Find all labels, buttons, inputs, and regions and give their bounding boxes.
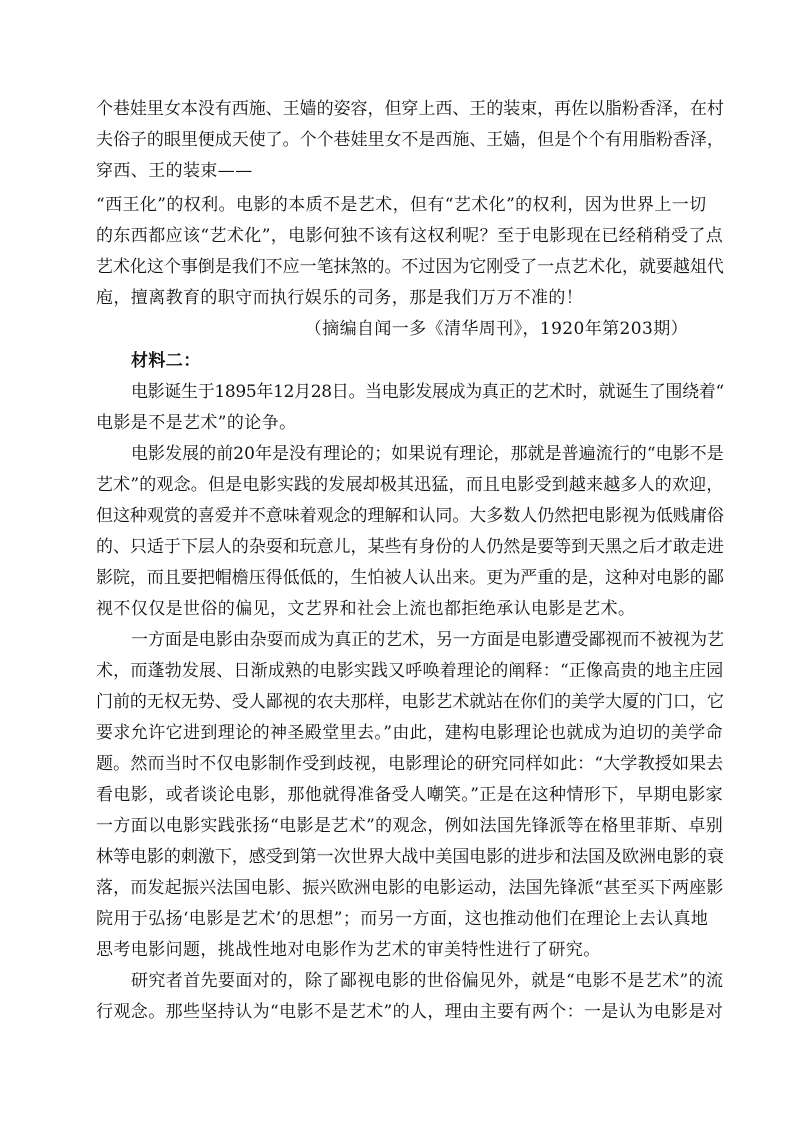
text-line: 一方面是电影由杂耍而成为真正的艺术，另一方面是电影遭受鄙视而不被视为艺 bbox=[131, 630, 724, 650]
text-line: 夫俗子的眼里便成天使了。个个巷娃里女不是西施、王嫱，但是个个有用脂粉香泽， bbox=[96, 130, 724, 150]
text-line: 要求允许它进到理论的神圣殿堂里去。”由此，建构电影理论也就成为迫切的美学命 bbox=[96, 723, 723, 743]
text-line: 题。然而当时不仅电影制作受到歧视，电影理论的研究同样如此：“大学教授如果去 bbox=[96, 754, 724, 774]
text-line: 术，而蓬勃发展、日渐成熟的电影实践又呼唤着理论的阐释：“正像高贵的地主庄园 bbox=[96, 661, 724, 681]
text-line: 林等电影的刺激下，感受到第一次世界大战中美国电影的进步和法国及欧洲电影的衰 bbox=[96, 847, 724, 867]
text-line: 落，而发起振兴法国电影、振兴欧洲电影的电影运动，法国先锋派“甚至买下两座影 bbox=[96, 878, 724, 898]
text-line: 的、只适于下层人的杂耍和玩意儿，某些有身份的人仍然是要等到天黑之后才敢走进 bbox=[96, 537, 724, 557]
text-line: 艺术化这个事倒是我们不应一笔抹煞的。不过因为它刚受了一点艺术化，就要越俎代 bbox=[96, 257, 724, 277]
section-heading: 材料二： bbox=[131, 351, 201, 371]
text-line: 看电影，或者谈论电影，那他就得准备受人嘲笑。”正是在这种情形下，早期电影家 bbox=[96, 785, 723, 805]
text-line: 行观念。那些坚持认为“电影不是艺术”的人，理由主要有两个：一是认为电影是对 bbox=[96, 1002, 724, 1022]
text-line: 院用于弘扬‘电影是艺术’的思想”；而另一方面，这也推动他们在理论上去认真地 bbox=[96, 909, 709, 929]
text-line: 但这种观赏的喜爱并不意味着观念的理解和认同。大多数人仍然把电影视为低贱庸俗 bbox=[96, 506, 724, 526]
text-line: 的东西都应该“艺术化”，电影何独不该有这权利呢？至于电影现在已经稍稍受了点 bbox=[96, 226, 724, 246]
text-line: 电影发展的前20年是没有理论的；如果说有理论，那就是普遍流行的“电影不是 bbox=[131, 444, 724, 464]
text-line: 视不仅仅是世俗的偏见，文艺界和社会上流也都拒绝承认电影是艺术。 bbox=[96, 599, 636, 619]
text-line: 艺术”的观念。但是电影实践的发展却极其迅猛，而且电影受到越来越多人的欢迎， bbox=[96, 475, 724, 495]
text-line: 影院，而且要把帽檐压得低低的，生怕被人认出来。更为严重的是，这种对电影的鄙 bbox=[96, 568, 724, 588]
text-line: “西王化”的权利。电影的本质不是艺术，但有“艺术化”的权利，因为世界上一切 bbox=[96, 195, 707, 215]
text-line: 个巷娃里女本没有西施、王嫱的姿容，但穿上西、王的装束，再佐以脂粉香泽，在村 bbox=[96, 99, 724, 119]
text-line: 电影是不是艺术”的论争。 bbox=[96, 413, 297, 433]
text-line: 一方面以电影实践张扬“电影是艺术”的观念，例如法国先锋派等在格里菲斯、卓别 bbox=[96, 816, 724, 836]
text-line: 研究者首先要面对的，除了鄙视电影的世俗偏见外，就是“电影不是艺术”的流 bbox=[131, 971, 724, 991]
text-line: 庖，擅离教育的职守而执行娱乐的司务，那是我们万万不准的！ bbox=[96, 288, 584, 308]
source-citation: （摘编自闻一多《清华周刊》，1920年第203期） bbox=[304, 319, 688, 339]
text-line: 门前的无权无势、受人鄙视的农夫那样，电影艺术就站在你们的美学大厦的门口，它 bbox=[96, 692, 724, 712]
text-line: 电影诞生于1895年12月28日。当电影发展成为真正的艺术时，就诞生了围绕着“ bbox=[131, 382, 724, 402]
text-line: 思考电影问题，挑战性地对电影作为艺术的审美特性进行了研究。 bbox=[96, 940, 601, 960]
text-line: 穿西、王的装束—— bbox=[96, 161, 253, 181]
